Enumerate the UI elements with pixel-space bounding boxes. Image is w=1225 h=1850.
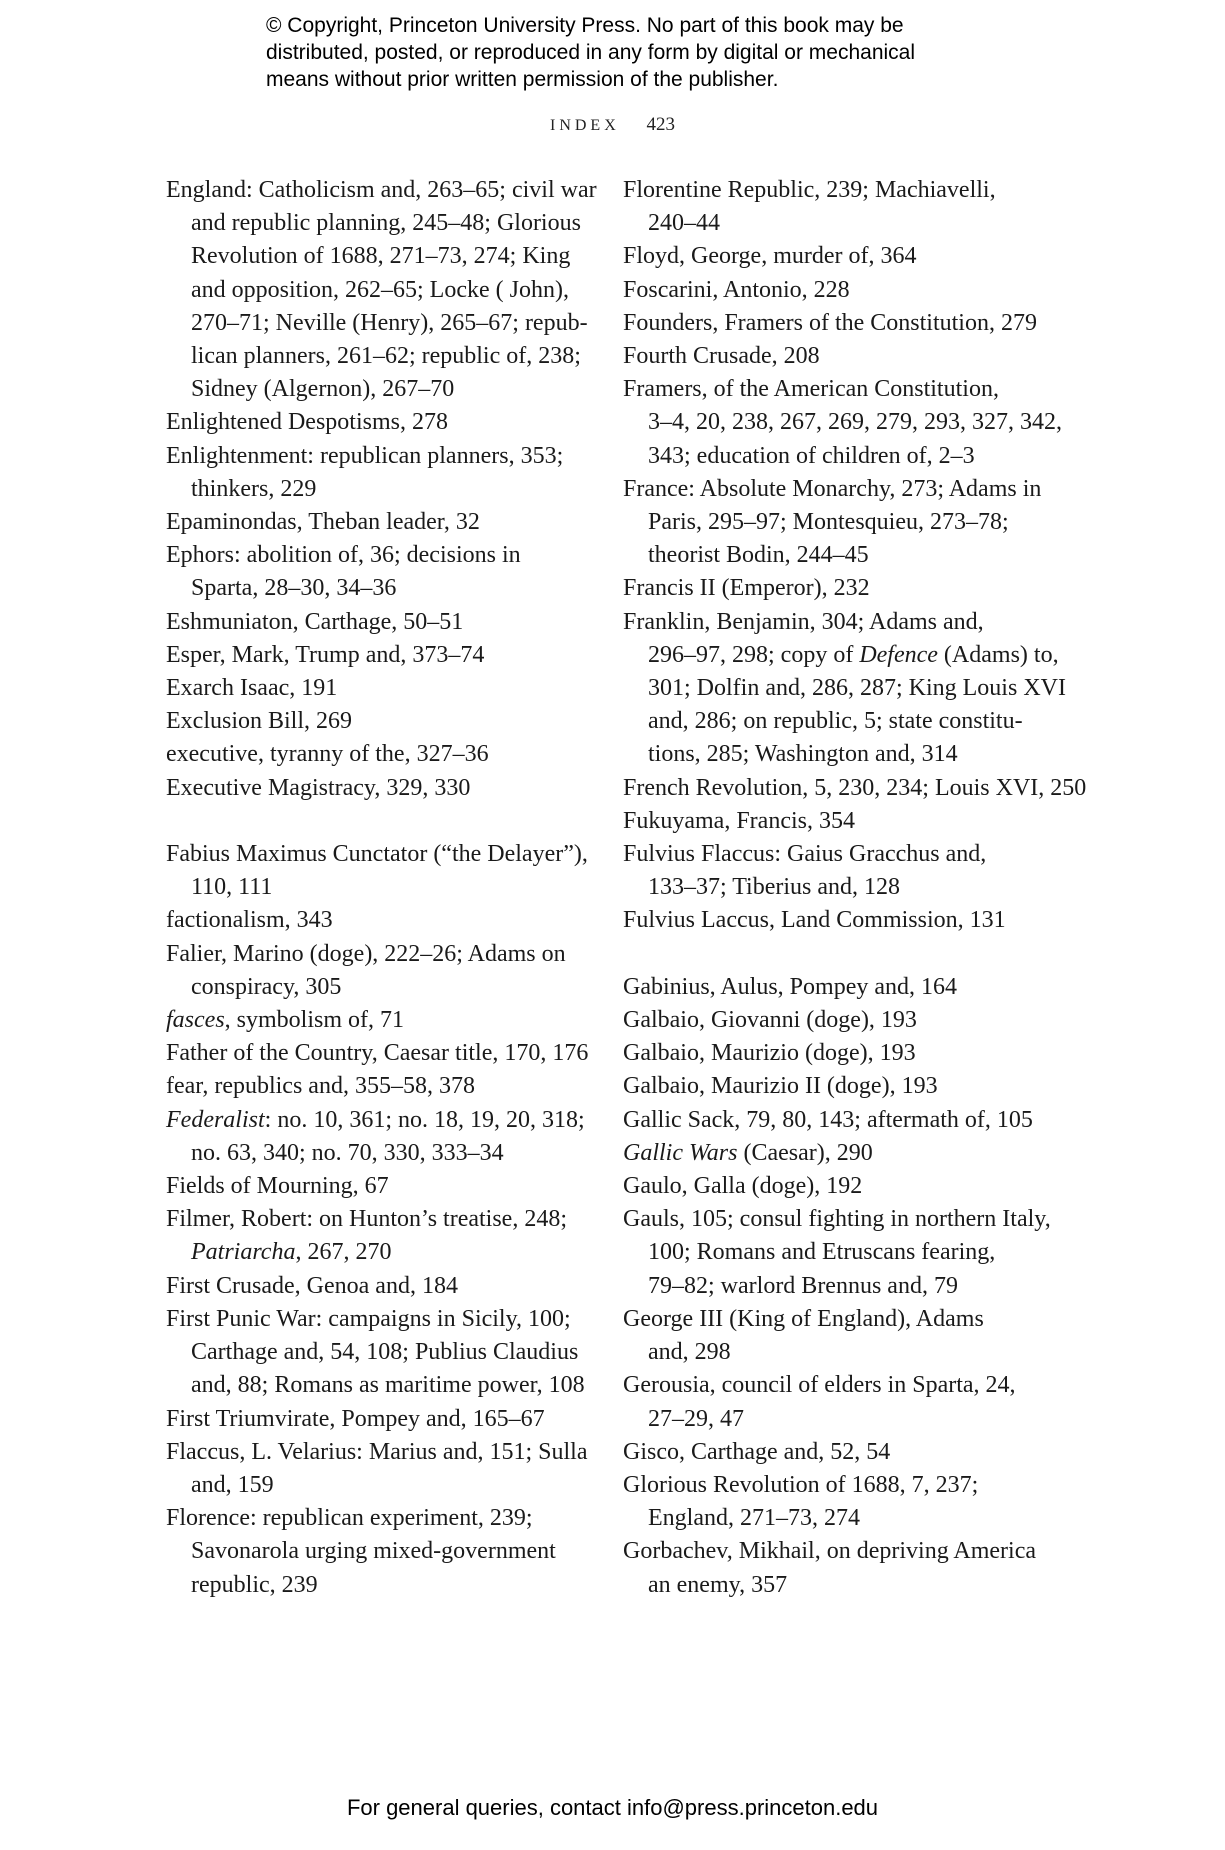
index-entry-line: fasces, symbolism of, 71	[166, 1007, 404, 1034]
index-entry	[623, 274, 1063, 307]
index-entry	[623, 772, 1087, 805]
index-entry-line: Paris, 295–97; Montesquieu, 273–78;	[648, 509, 1009, 536]
index-entry	[166, 1170, 586, 1203]
index-entry	[623, 1303, 1063, 1369]
index-entry-line: conspiracy, 305	[191, 973, 342, 1000]
copyright-line: means without prior written permission of the publisher.	[266, 68, 779, 91]
index-entry	[623, 473, 1063, 573]
index-entry	[166, 506, 586, 539]
index-entry	[623, 1170, 1063, 1203]
index-entry	[166, 904, 586, 937]
index-entry	[623, 174, 1063, 240]
running-head	[0, 114, 1225, 136]
index-entry	[166, 938, 586, 1004]
index-entry-line: no. 63, 340; no. 70, 330, 333–34	[191, 1139, 504, 1166]
index-entry-line: France: Absolute Monarchy, 273; Adams in	[623, 475, 1042, 502]
index-entry-line: 343; education of children of, 2–3	[648, 442, 975, 469]
index-entry-line: Eshmuniaton, Carthage, 50–51	[166, 608, 464, 635]
index-entry-line: Gallic Sack, 79, 80, 143; aftermath of, 105	[623, 1106, 1033, 1133]
index-entry-line: Gallic Wars (Caesar), 290	[623, 1139, 873, 1166]
index-entry-line: Glorious Revolution of 1688, 7, 237;	[623, 1471, 979, 1498]
index-entry	[166, 639, 586, 672]
index-entry	[623, 1004, 1063, 1037]
index-entry-line: Florence: republican experiment, 239;	[166, 1505, 533, 1532]
index-entry-line: Fields of Mourning, 67	[166, 1173, 389, 1200]
index-entry-line: Father of the Country, Caesar title, 170, 176	[166, 1040, 589, 1067]
footer-contact: For general queries, contact info@press.princeton.edu	[346, 1795, 879, 1820]
index-entry	[166, 1502, 586, 1602]
index-entry-line: First Crusade, Genoa and, 184	[166, 1272, 458, 1299]
index-entry-line: Sparta, 28–30, 34–36	[191, 575, 397, 602]
index-entry-line: 3–4, 20, 238, 267, 269, 279, 293, 327, 342,	[648, 409, 1062, 436]
copyright-line: © Copyright, Princeton University Press. No part of this book may be	[266, 14, 904, 37]
index-entry-line: Fulvius Laccus, Land Commission, 131	[623, 907, 1006, 934]
index-entry	[623, 904, 1063, 937]
index-entry-line: Galbaio, Maurizio (doge), 193	[623, 1040, 916, 1067]
index-entry-line: factionalism, 343	[166, 907, 333, 934]
index-entry	[623, 1369, 1063, 1435]
index-entry-line: Gauls, 105; consul fighting in northern Italy,	[623, 1206, 1051, 1233]
index-entry-line: and opposition, 262–65; Locke ( John),	[191, 276, 569, 303]
index-entry-line: George III (King of England), Adams	[623, 1305, 984, 1332]
index-entry-line: an enemy, 357	[648, 1571, 788, 1598]
index-entry	[623, 838, 1063, 904]
index-entry	[166, 1104, 586, 1170]
index-entry-line: Foscarini, Antonio, 228	[623, 276, 850, 303]
index-entry-line: Gorbachev, Mikhail, on depriving America	[623, 1538, 1036, 1565]
index-entry	[623, 606, 1066, 772]
letter-group-gap	[166, 805, 586, 838]
index-entry-line: and republic planning, 245–48; Glorious	[191, 210, 581, 237]
index-entry-line: 301; Dolfin and, 286, 287; King Louis XVI	[648, 675, 1066, 702]
index-entry-line: Exarch Isaac, 191	[166, 675, 338, 702]
letter-group-gap	[623, 938, 1063, 971]
index-entry	[166, 838, 586, 904]
index-entry-line: tions, 285; Washington and, 314	[648, 741, 958, 768]
index-entry	[623, 1104, 1063, 1137]
index-entry	[623, 572, 1063, 605]
index-entry-line: theorist Bodin, 244–45	[648, 542, 869, 569]
index-entry	[623, 1436, 1063, 1469]
index-entry-line: and, 298	[648, 1339, 731, 1366]
index-entry-line: Galbaio, Giovanni (doge), 193	[623, 1007, 917, 1034]
index-entry	[166, 174, 597, 406]
index-entry	[623, 340, 1063, 373]
index-entry	[623, 1137, 1063, 1170]
index-entry-line: Galbaio, Maurizio II (doge), 193	[623, 1073, 938, 1100]
index-entry-line: 240–44	[648, 210, 720, 237]
index-entry	[166, 1203, 586, 1269]
index-entry-line: Sidney (Algernon), 267–70	[191, 376, 455, 403]
index-entry-line: and, 88; Romans as maritime power, 108	[191, 1372, 585, 1399]
index-entry-line: Revolution of 1688, 271–73, 274; King	[191, 243, 571, 270]
index-entry	[623, 307, 1063, 340]
index-entry	[166, 539, 586, 605]
index-entry-line: Francis II (Emperor), 232	[623, 575, 870, 602]
index-entry-line: Gisco, Carthage and, 52, 54	[623, 1438, 891, 1465]
index-entry-line: 27–29, 47	[648, 1405, 744, 1432]
index-entry-line: lican planners, 261–62; republic of, 238;	[191, 343, 581, 370]
index-column-left	[166, 174, 597, 1602]
index-entry-line: 110, 111	[191, 874, 273, 901]
index-entry-line: Flaccus, L. Velarius: Marius and, 151; Sulla	[166, 1438, 588, 1465]
index-entry-line: Gaulo, Galla (doge), 192	[623, 1173, 863, 1200]
index-entry-line: England, 271–73, 274	[648, 1505, 860, 1532]
index-entry	[623, 1203, 1063, 1303]
index-entry-line: fear, republics and, 355–58, 378	[166, 1073, 475, 1100]
index-entry-line: Enlightenment: republican planners, 353;	[166, 442, 564, 469]
index-entry-line: 270–71; Neville (Henry), 265–67; repub-	[191, 309, 588, 336]
index-entry-line: Fourth Crusade, 208	[623, 343, 820, 370]
index-entry	[166, 606, 586, 639]
index-entry-line: Federalist: no. 10, 361; no. 18, 19, 20, 318;	[166, 1106, 585, 1133]
index-entry-line: Patriarcha, 267, 270	[191, 1239, 392, 1266]
index-entry-line: republic, 239	[191, 1571, 318, 1598]
index-column-right	[623, 174, 1087, 1602]
index-entry-line: executive, tyranny of the, 327–36	[166, 741, 489, 768]
index-entry-line: First Triumvirate, Pompey and, 165–67	[166, 1405, 545, 1432]
index-entry-line: thinkers, 229	[191, 475, 317, 502]
page-number: 423	[646, 114, 675, 135]
index-entry-line: Enlightened Despotisms, 278	[166, 409, 448, 436]
index-entry	[166, 1403, 586, 1436]
index-entry-line: Filmer, Robert: on Hunton’s treatise, 248;	[166, 1206, 567, 1233]
index-entry	[623, 1535, 1063, 1601]
index-entry-line: French Revolution, 5, 230, 234; Louis XVI, 250	[623, 774, 1087, 801]
running-head-label: INDEX	[549, 117, 620, 134]
index-entry-line: and, 159	[191, 1471, 274, 1498]
index-entry-line: Carthage and, 54, 108; Publius Claudius	[191, 1339, 579, 1366]
index-entry-line: and, 286; on republic, 5; state constitu-	[648, 708, 1023, 735]
index-entry-line: Franklin, Benjamin, 304; Adams and,	[623, 608, 984, 635]
index-entry-line: Framers, of the American Constitution,	[623, 376, 999, 403]
index-entry-line: First Punic War: campaigns in Sicily, 100;	[166, 1305, 571, 1332]
index-entry-line: Gerousia, council of elders in Sparta, 24,	[623, 1372, 1016, 1399]
index-entry	[166, 1004, 586, 1037]
index-entry	[166, 772, 586, 805]
index-entry	[166, 406, 586, 439]
index-entry-line: 79–82; warlord Brennus and, 79	[648, 1272, 958, 1299]
index-entry	[623, 1070, 1063, 1103]
index-entry-line: Founders, Framers of the Constitution, 279	[623, 309, 1037, 336]
index-entry-line: England: Catholicism and, 263–65; civil war	[166, 177, 597, 203]
index-entry-line: Falier, Marino (doge), 222–26; Adams on	[166, 940, 566, 967]
index-entry	[623, 240, 1063, 273]
index-entry	[166, 1436, 586, 1502]
copyright-notice	[266, 12, 986, 93]
index-entry-line: 133–37; Tiberius and, 128	[648, 874, 901, 901]
index-entry-line: Esper, Mark, Trump and, 373–74	[166, 641, 485, 668]
index-entry	[623, 971, 1063, 1004]
index-entry-line: Floyd, George, murder of, 364	[623, 243, 917, 270]
index-entry-line: 100; Romans and Etruscans fearing,	[648, 1239, 996, 1266]
index-entry-line: Executive Magistracy, 329, 330	[166, 774, 471, 801]
index-entry	[166, 1303, 586, 1403]
index-entry	[623, 1469, 1063, 1535]
index-entry-line: Epaminondas, Theban leader, 32	[166, 509, 480, 536]
index-entry	[623, 1037, 1063, 1070]
index-entry	[166, 738, 586, 771]
index-entry-line: Florentine Republic, 239; Machiavelli,	[623, 177, 996, 203]
index-entry	[623, 373, 1063, 473]
index-entry	[166, 705, 586, 738]
index-entry-line: Exclusion Bill, 269	[166, 708, 352, 735]
copyright-line: distributed, posted, or reproduced in any form by digital or mechanical	[266, 41, 916, 64]
index-entry-line: Fabius Maximus Cunctator (“the Delayer”),	[166, 841, 588, 868]
index-entry	[166, 672, 586, 705]
index-entry	[166, 1037, 589, 1070]
index-entry	[166, 440, 586, 506]
index-entry-line: Ephors: abolition of, 36; decisions in	[166, 542, 521, 569]
index-entry-line: 296–97, 298; copy of Defence (Adams) to,	[648, 641, 1059, 668]
index-entry-line: Fulvius Flaccus: Gaius Gracchus and,	[623, 841, 987, 868]
index-entry-line: Savonarola urging mixed-government	[191, 1538, 556, 1565]
index-entry	[166, 1270, 586, 1303]
index-entry	[623, 805, 1063, 838]
index-entry-line: Gabinius, Aulus, Pompey and, 164	[623, 973, 957, 1000]
index-entry	[166, 1070, 586, 1103]
index-entry-line: Fukuyama, Francis, 354	[623, 807, 855, 834]
